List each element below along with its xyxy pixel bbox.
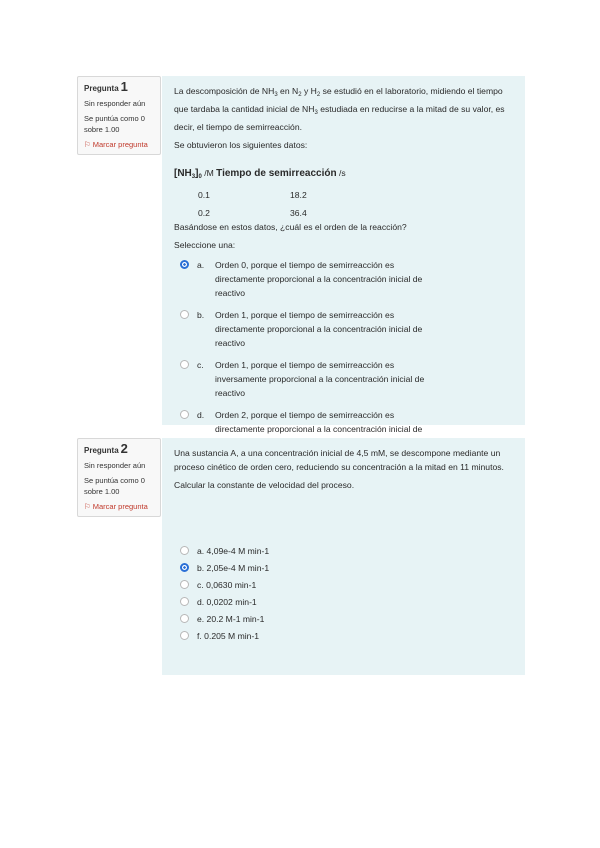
question-2-number: Pregunta 2 xyxy=(84,441,128,456)
select-one-label: Seleccione una: xyxy=(174,240,236,250)
radio-button[interactable] xyxy=(180,546,189,555)
question-2-score: Se puntúa como 0 sobre 1.00 xyxy=(84,476,145,496)
data-table-header: $[NH_3]_0$ /M Tiempo de semirreacción /s xyxy=(174,168,346,180)
question-1-content xyxy=(162,76,525,434)
question-2-text: Una sustancia A, a una concentración inicial de 4,5 mM, se descompone mediante un proceso cinético de orden cero, reduciendo su concentración a la mitad en 11 minutos. xyxy=(174,448,504,472)
question-1-prompt: Basándose en estos datos, ¿cuál es el orden de la reacción? xyxy=(174,222,407,232)
question-1-score: Se puntúa como 0 sobre 1.00 xyxy=(84,114,145,134)
answer-option-e[interactable]: e. 20.2 M-1 min-1 xyxy=(174,612,513,626)
radio-button[interactable] xyxy=(180,614,189,623)
answer-option-f[interactable]: f. 0.205 M min-1 xyxy=(174,629,513,643)
question-2-prompt: Calcular la constante de velocidad del proceso. xyxy=(174,480,355,490)
answer-option-d[interactable]: d. 0,0202 min-1 xyxy=(174,595,513,609)
question-1-number: Pregunta 1 xyxy=(84,79,128,94)
flag-icon: ⚐ xyxy=(84,502,91,511)
question-1-info xyxy=(77,76,161,155)
question-1-data-intro: Se obtuvieron los siguientes datos: xyxy=(174,140,308,150)
radio-button[interactable] xyxy=(180,410,189,419)
radio-button[interactable] xyxy=(180,631,189,640)
flag-icon: ⚐ xyxy=(84,140,91,149)
answer-option-c[interactable]: c. 0,0630 min-1 xyxy=(174,578,513,592)
answer-option-a[interactable]: a. 4,09e-4 M min-1 xyxy=(174,544,513,558)
radio-button-checked[interactable] xyxy=(180,260,189,269)
answer-option-c[interactable]: c. Orden 1, porque el tiempo de semirreacción es inversamente proporcional a la concentración inicial de reactivo xyxy=(174,358,513,400)
radio-button[interactable] xyxy=(180,360,189,369)
question-1-intro: La descomposición de $NH_3$ en $N_2$ y $H_2$ se estudió en el laboratorio, midiendo el tiempo que tardaba la cantidad inicial de $NH_3$ estudiada en reducirse a la mitad de su valor, es decir, el tiempo de semirreacción. xyxy=(174,86,505,132)
data-table-row: 0.2 36.4 xyxy=(198,208,307,218)
radio-button[interactable] xyxy=(180,310,189,319)
question-2-answers xyxy=(174,544,513,643)
answer-option-b[interactable]: b. Orden 1, porque el tiempo de semirreacción es directamente proporcional a la concentración inicial de reactivo xyxy=(174,308,513,350)
answer-option-a[interactable]: a. Orden 0, porque el tiempo de semirreacción es directamente proporcional a la concentración inicial de reactivo xyxy=(174,258,513,300)
radio-button[interactable] xyxy=(180,597,189,606)
data-table xyxy=(174,166,513,220)
question-1-answers xyxy=(174,258,513,450)
data-table-row: 0.1 18.2 xyxy=(198,190,307,200)
answer-option-b[interactable]: b. 2,05e-4 M min-1 xyxy=(174,561,513,575)
question-2-status: Sin responder aún xyxy=(84,461,146,470)
question-1-flag-button[interactable]: ⚐ Marcar pregunta xyxy=(84,140,148,149)
radio-button-checked[interactable] xyxy=(180,563,189,572)
question-2-content xyxy=(162,438,525,675)
answer-option-d[interactable]: d. Orden 2, porque el tiempo de semirreacción es directamente proporcional a la concentración inicial de xyxy=(174,408,513,450)
question-2-info xyxy=(77,438,161,517)
radio-button[interactable] xyxy=(180,580,189,589)
question-1-status: Sin responder aún xyxy=(84,99,146,108)
question-2-flag-button[interactable]: ⚐ Marcar pregunta xyxy=(84,502,148,511)
